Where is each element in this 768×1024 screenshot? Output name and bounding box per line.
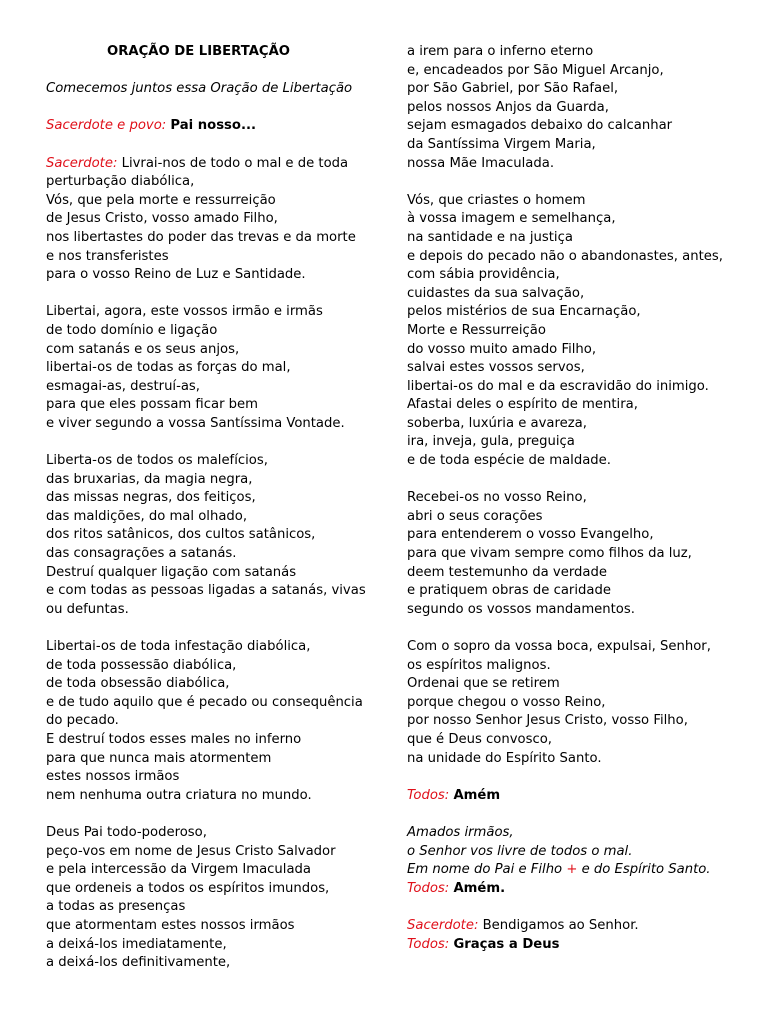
prayer-line: Deus Pai todo-poderoso, xyxy=(46,824,207,840)
speaker-label: Sacerdote: xyxy=(407,917,479,933)
speaker-label: Todos: xyxy=(407,787,450,803)
speaker-label: Sacerdote: xyxy=(46,155,118,171)
prayer-line: perturbação diabólica, xyxy=(46,174,195,190)
prayer-line: e de toda espécie de maldade. xyxy=(407,453,611,469)
prayer-line: para que nunca mais atormentem xyxy=(46,750,272,766)
prayer-line: e nos transferistes xyxy=(46,248,169,264)
prayer-line: abri o seus corações xyxy=(407,508,543,524)
prayer-line: do pecado. xyxy=(46,713,119,729)
prayer-line: na santidade e na justiça xyxy=(407,229,573,245)
prayer-line: a irem para o inferno eterno xyxy=(407,44,594,59)
prayer-line: Libertai-os de toda infestação diabólica, xyxy=(46,639,311,654)
amem-response: Todos: Amém. xyxy=(407,880,506,896)
pai-nosso-text: Pai nosso... xyxy=(170,118,256,134)
prayer-line: libertai-os de todas as forças do mal, xyxy=(46,360,291,376)
prayer-line: de Jesus Cristo, vosso amado Filho, xyxy=(46,211,278,227)
prayer-line: sejam esmagados debaixo do calcanhar xyxy=(407,118,673,134)
prayer-line: Ordenai que se retirem xyxy=(407,676,560,692)
intro-text: Comecemos juntos essa Oração de Libertação xyxy=(46,81,353,97)
gracas-line: Todos: Graças a Deus xyxy=(407,936,560,952)
prayer-line: deem testemunho da verdade xyxy=(407,564,607,580)
speaker-label: Todos: xyxy=(407,936,450,952)
prayer-line: Vós, que pela morte e ressurreição xyxy=(46,192,276,208)
prayer-line: a todas as presenças xyxy=(46,899,186,915)
prayer-line: para o vosso Reino de Luz e Santidade. xyxy=(46,267,306,283)
blessing-line: Amados irmãos, xyxy=(407,824,514,840)
prayer-line: ira, inveja, gula, preguiça xyxy=(407,434,575,450)
blessing-line: o Senhor vos livre de todos o mal. xyxy=(407,843,633,859)
prayer-line: das bruxarias, da magia negra, xyxy=(46,471,253,487)
prayer-line: Destruí qualquer ligação com satanás xyxy=(46,564,297,580)
prayer-line: do vosso muito amado Filho, xyxy=(407,341,597,357)
prayer-line: Recebei-os no vosso Reino, xyxy=(407,490,587,506)
prayer-line: que atormentam estes nossos irmãos xyxy=(46,917,295,933)
prayer-line: e pela intercessão da Virgem Imaculada xyxy=(46,862,311,878)
prayer-line: e com todas as pessoas ligadas a satanás, vivas xyxy=(46,583,366,599)
prayer-line: com satanás e os seus anjos, xyxy=(46,341,240,357)
prayer-line: com sábia providência, xyxy=(407,267,560,283)
prayer-line: soberba, luxúria e avareza, xyxy=(407,415,587,431)
prayer-line: da Santíssima Virgem Maria, xyxy=(407,136,596,152)
speaker-label: Todos: xyxy=(407,880,450,896)
prayer-line: e, encadeados por São Miguel Arcanjo, xyxy=(407,62,664,78)
prayer-line: Com o sopro da vossa boca, expulsai, Senhor, xyxy=(407,639,711,654)
prayer-line: E destruí todos esses males no inferno xyxy=(46,731,302,747)
prayer-line: libertai-os do mal e da escravidão do inimigo. xyxy=(407,378,709,394)
prayer-line: e pratiquem obras de caridade xyxy=(407,583,611,599)
prayer-line: para que vivam sempre como filhos da luz, xyxy=(407,546,692,562)
prayer-line: e de tudo aquilo que é pecado ou consequência xyxy=(46,694,363,710)
prayer-line: das maldições, do mal olhado, xyxy=(46,508,248,524)
prayer-line: Vós, que criastes o homem xyxy=(407,192,586,208)
blessing-line: Em nome do Pai e Filho + e do Espírito Santo. xyxy=(407,862,711,878)
prayer-line: de toda obsessão diabólica, xyxy=(46,676,230,692)
prayer-line: Sacerdote: Livrai-nos de todo o mal e de toda xyxy=(46,155,349,171)
prayer-line: porque chegou o vosso Reino, xyxy=(407,694,606,710)
prayer-line: de toda possessão diabólica, xyxy=(46,657,237,673)
prayer-line: pelos mistérios de sua Encarnação, xyxy=(407,304,641,320)
prayer-line: Morte e Ressurreição xyxy=(407,322,546,338)
prayer-line: das missas negras, dos feitiços, xyxy=(46,490,256,506)
prayer-line: esmagai-as, destruí-as, xyxy=(46,378,200,394)
prayer-line: que é Deus convosco, xyxy=(407,731,552,747)
prayer-line: Libertai, agora, este vossos irmão e irmãs xyxy=(46,304,323,320)
prayer-line: para entenderem o vosso Evangelho, xyxy=(407,527,654,543)
prayer-line: pelos nossos Anjos da Guarda, xyxy=(407,99,609,115)
prayer-line: peço-vos em nome de Jesus Cristo Salvador xyxy=(46,843,336,859)
prayer-line: estes nossos irmãos xyxy=(46,769,180,785)
prayer-line: segundo os vossos mandamentos. xyxy=(407,601,635,617)
prayer-line: à vossa imagem e semelhança, xyxy=(407,211,616,227)
prayer-line: que ordeneis a todos os espíritos imundos, xyxy=(46,880,330,896)
prayer-line: das consagrações a satanás. xyxy=(46,546,237,562)
prayer-line: salvai estes vossos servos, xyxy=(407,360,585,376)
right-column xyxy=(407,43,752,954)
prayer-line: e depois do pecado não o abandonastes, antes, xyxy=(407,248,723,264)
prayer-line: dos ritos satânicos, dos cultos satânicos, xyxy=(46,527,316,543)
amem-response: Todos: Amém xyxy=(407,787,501,803)
speaker-label: Sacerdote e povo: xyxy=(46,118,167,134)
prayer-line: na unidade do Espírito Santo. xyxy=(407,750,602,766)
prayer-line: os espíritos malignos. xyxy=(407,657,551,673)
page-title: ORAÇÃO DE LIBERTAÇÃO xyxy=(107,44,291,59)
prayer-line: por São Gabriel, por São Rafael, xyxy=(407,81,619,97)
prayer-line: ou defuntas. xyxy=(46,601,129,617)
prayer-line: Afastai deles o espírito de mentira, xyxy=(407,397,638,413)
prayer-line: Liberta-os de todos os malefícios, xyxy=(46,453,268,469)
prayer-line: nos libertastes do poder das trevas e da morte xyxy=(46,229,356,245)
left-column xyxy=(46,43,386,973)
pai-nosso-line xyxy=(46,117,386,136)
prayer-line: a deixá-los definitivamente, xyxy=(46,955,231,971)
bendigamos-line: Sacerdote: Bendigamos ao Senhor. xyxy=(407,917,639,933)
prayer-line: por nosso Senhor Jesus Cristo, vosso Filho, xyxy=(407,713,688,729)
prayer-line: nem nenhuma outra criatura no mundo. xyxy=(46,787,312,803)
cross-icon: + xyxy=(566,862,578,878)
prayer-line: e viver segundo a vossa Santíssima Vontade. xyxy=(46,415,345,431)
prayer-line: para que eles possam ficar bem xyxy=(46,397,259,413)
prayer-line: de todo domínio e ligação xyxy=(46,322,218,338)
prayer-line: cuidastes da sua salvação, xyxy=(407,285,585,301)
prayer-line: a deixá-los imediatamente, xyxy=(46,936,227,952)
prayer-line: nossa Mãe Imaculada. xyxy=(407,155,555,171)
